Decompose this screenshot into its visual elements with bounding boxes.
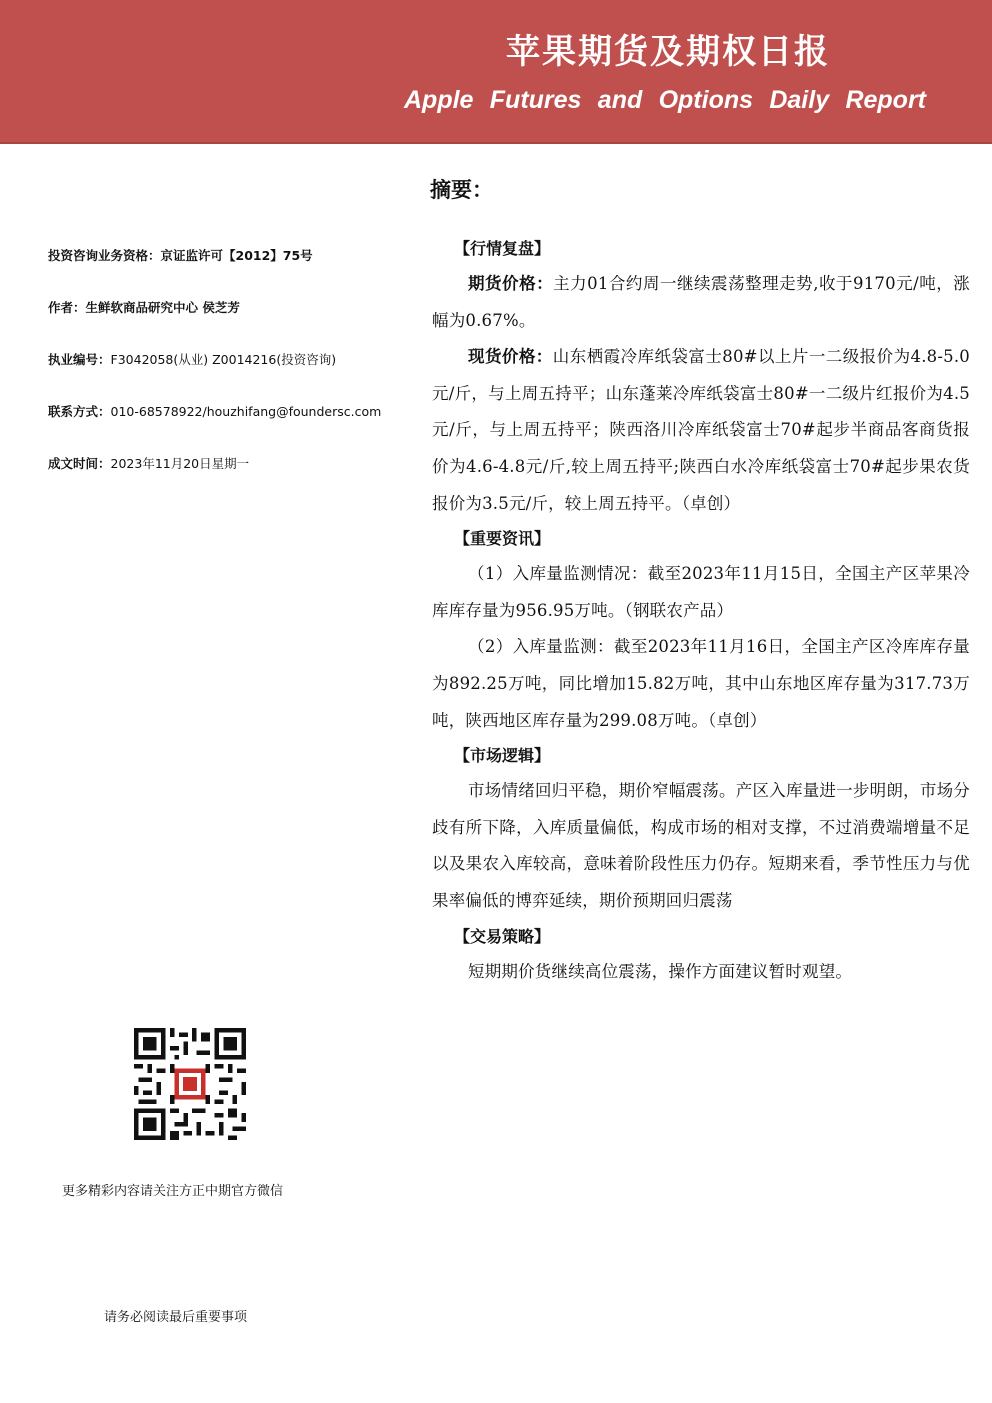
spot-price-text: 山东栖霞冷库纸袋富士80#以上片一二级报价为4.8-5.0元/斤，与上周五持平；山东蓬莱冷库纸袋富士80#一二级片红报价为4.5元/斤，与上周五持平；陕西洛川冷库纸袋富士70#起步半商品客商货报价为4.6-4.8元/斤,较上周五持平;陕西白水冷库纸袋富士70#起步果农货报价为3.5元/斤，较上周五持平。（卓创）: [432, 347, 970, 513]
spot-price-paragraph: [432, 339, 970, 522]
subtitle-word: Daily: [769, 86, 830, 114]
report-title: 苹果期货及期权日报: [506, 32, 830, 72]
license-line: [48, 350, 336, 368]
subtitle-word: Apple: [404, 86, 474, 114]
section-heading-strategy: 【交易策略】: [454, 926, 551, 946]
section-heading-news: 【重要资讯】: [454, 529, 551, 549]
license-label: 执业编号：: [48, 352, 111, 367]
disclaimer-note: 请务必阅读最后重要事项: [104, 1310, 248, 1325]
strategy-paragraph: 短期期价货继续高位震荡，操作方面建议暂时观望。: [468, 961, 853, 981]
section-heading-logic: 【市场逻辑】: [454, 746, 551, 766]
qualification: 投资咨询业务资格：京证监许可【2012】75号: [48, 248, 313, 263]
futures-price-label: 期货价格：: [468, 274, 554, 293]
report-subtitle: [404, 86, 926, 115]
contact-value: 010-68578922/houzhifang@foundersc.com: [110, 404, 382, 419]
subtitle-word: Options: [658, 86, 754, 114]
subtitle-word: and: [597, 86, 643, 114]
subtitle-word: Futures: [489, 86, 582, 114]
qr-caption: 更多精彩内容请关注方正中期官方微信: [62, 1184, 284, 1199]
author-line: [48, 298, 240, 316]
news-item: （1）入库量监测情况：截至2023年11月15日，全国主产区苹果冷库库存量为956.95万吨。（钢联农产品）: [432, 564, 970, 620]
subtitle-word: Report: [845, 86, 926, 114]
section-heading-review: 【行情复盘】: [454, 239, 551, 258]
futures-price-text: 主力01合约周一继续震荡整理走势,收于9170元/吨，涨幅为0.67%。: [432, 274, 970, 330]
contact-label: 联系方式：: [48, 404, 111, 419]
market-logic-paragraph: 市场情绪回归平稳，期价窄幅震荡。产区入库量进一步明朗，市场分歧有所下降，入库质量偏低，构成市场的相对支撑，不过消费端增量不足以及果农入库较高，意味着阶段性压力仍存。短期来看，季节性压力与优果率偏低的博弈延续，期价预期回归震荡: [432, 781, 970, 910]
author-value: 生鲜软商品研究中心 侯芝芳: [85, 300, 240, 315]
summary-body: [432, 232, 970, 990]
contact-line: [48, 402, 381, 420]
date-label: 成文时间：: [48, 456, 111, 471]
qr-code-icon: [134, 1028, 246, 1140]
date-line: [48, 454, 249, 472]
summary-title: 摘要：: [430, 178, 493, 202]
futures-price-paragraph: [432, 266, 970, 339]
header-banner: [0, 0, 992, 144]
news-item: （2）入库量监测：截至2023年11月16日，全国主产区冷库库存量为892.25万吨，同比增加15.82万吨，其中山东地区库存量为317.73万吨，陕西地区库存量为299.08万吨。（卓创）: [432, 637, 970, 730]
author-label: 作者：: [48, 300, 86, 315]
date-value: 2023年11月20日星期一: [110, 456, 250, 471]
spot-price-label: 现货价格：: [468, 347, 553, 367]
license-value: F3042058(从业) Z0014216(投资咨询): [110, 352, 337, 367]
